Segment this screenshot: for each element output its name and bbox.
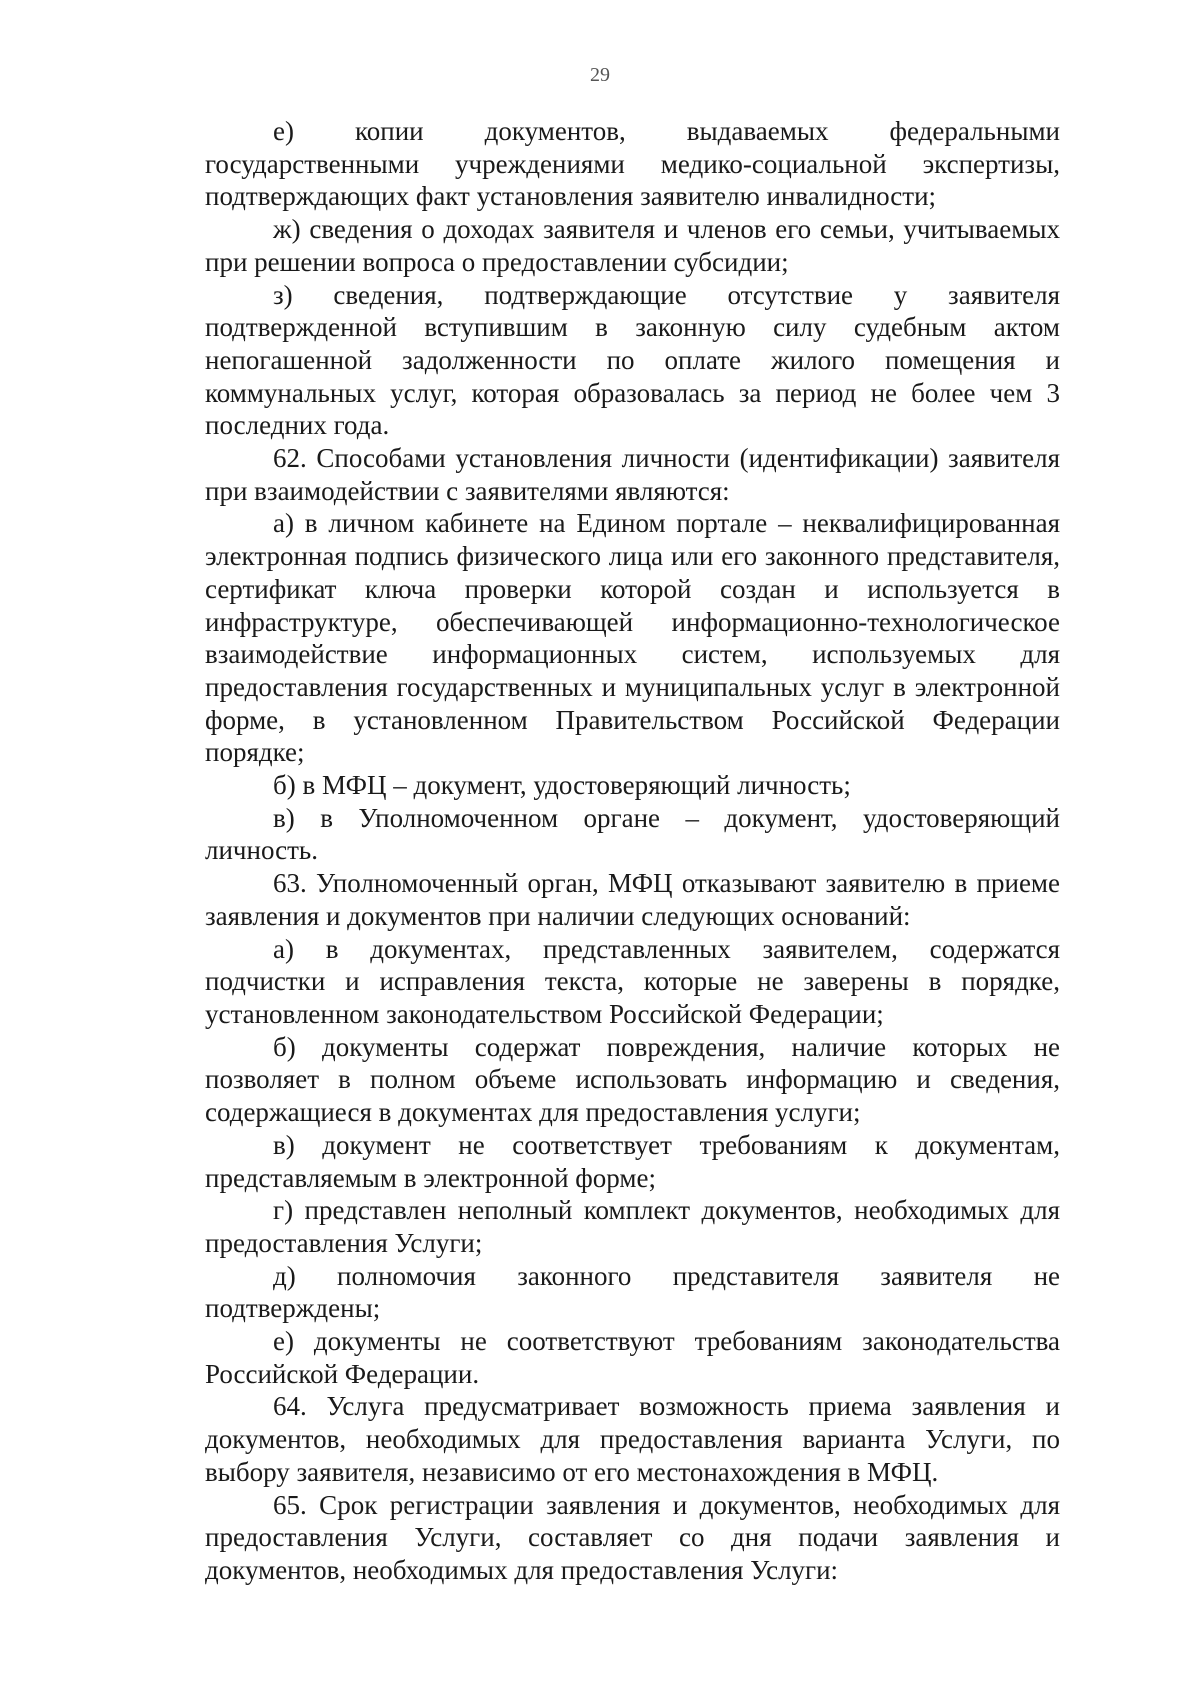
paragraph-62-identification: 62. Способами установления личности (идентификации) заявителя при взаимодействии с заявителями являются: [205, 443, 1060, 506]
paragraph-64-acceptance: 64. Услуга предусматривает возможность приема заявления и документов, необходимых для предоставления варианта Услуги, по выбору заявителя, независимо от его местонахождения в МФЦ. [205, 1391, 1060, 1487]
paragraph-item-z-debt: з) сведения, подтверждающие отсутствие у заявителя подтвержденной вступившим в законную силу судебным актом непогашенной задолженности по оплате жилого помещения и коммунальных услуг, которая образовалась за период не более чем 3 последних года. [205, 279, 1060, 441]
paragraph-62-v-authority: в) в Уполномоченном органе – документ, удостоверяющий личность. [205, 802, 1060, 866]
page-number: 29 [590, 64, 610, 86]
paragraph-63-g-incomplete: г) представлен неполный комплект документов, необходимых для предоставления Услуги; [205, 1195, 1060, 1258]
paragraph-63-b-damage: б) документы содержат повреждения, наличие которых не позволяет в полном объеме использовать информацию и сведения, содержащиеся в документах для предоставления услуги; [205, 1031, 1060, 1128]
paragraph-63-refusal: 63. Уполномоченный орган, МФЦ отказывают заявителю в приеме заявления и документов при наличии следующих оснований: [205, 868, 1060, 931]
paragraph-63-d-authority: д) полномочия законного представителя заявителя не подтверждены; [205, 1260, 1060, 1324]
paragraph-item-e-disability: е) копии документов, выдаваемых федеральными государственными учреждениями медико-социальной экспертизы, подтверждающих факт установления заявителю инвалидности; [205, 116, 1060, 212]
paragraph-62-a-portal: а) в личном кабинете на Едином портале – неквалифицированная электронная подпись физического лица или его законного представителя, сертификат ключа проверки которой создан и используется в инфраструктуре, обеспечивающей информационно-технологическое взаимодействие информационных систем, используемых для предоставления государственных и муниципальных услуг в электронной форме, в установленном Правительством Российской Федерации порядке; [205, 508, 1060, 768]
document-body [205, 115, 1060, 1587]
paragraph-63-e-legislation: е) документы не соответствуют требованиям законодательства Российской Федерации. [205, 1326, 1060, 1389]
paragraph-item-zh-income: ж) сведения о доходах заявителя и членов его семьи, учитываемых при решении вопроса о предоставлении субсидии; [205, 214, 1060, 277]
paragraph-65-registration: 65. Срок регистрации заявления и документов, необходимых для предоставления Услуги, составляет со дня подачи заявления и документов, необходимых для предоставления Услуги: [205, 1489, 1060, 1585]
paragraph-62-b-mfc: б) в МФЦ – документ, удостоверяющий личность; [273, 770, 851, 801]
paragraph-63-v-format: в) документ не соответствует требованиям к документам, представляемым в электронной форме; [205, 1129, 1060, 1193]
paragraph-63-a-corrections: а) в документах, представленных заявителем, содержатся подчистки и исправления текста, которые не заверены в порядке, установленном законодательством Российской Федерации; [205, 933, 1060, 1029]
